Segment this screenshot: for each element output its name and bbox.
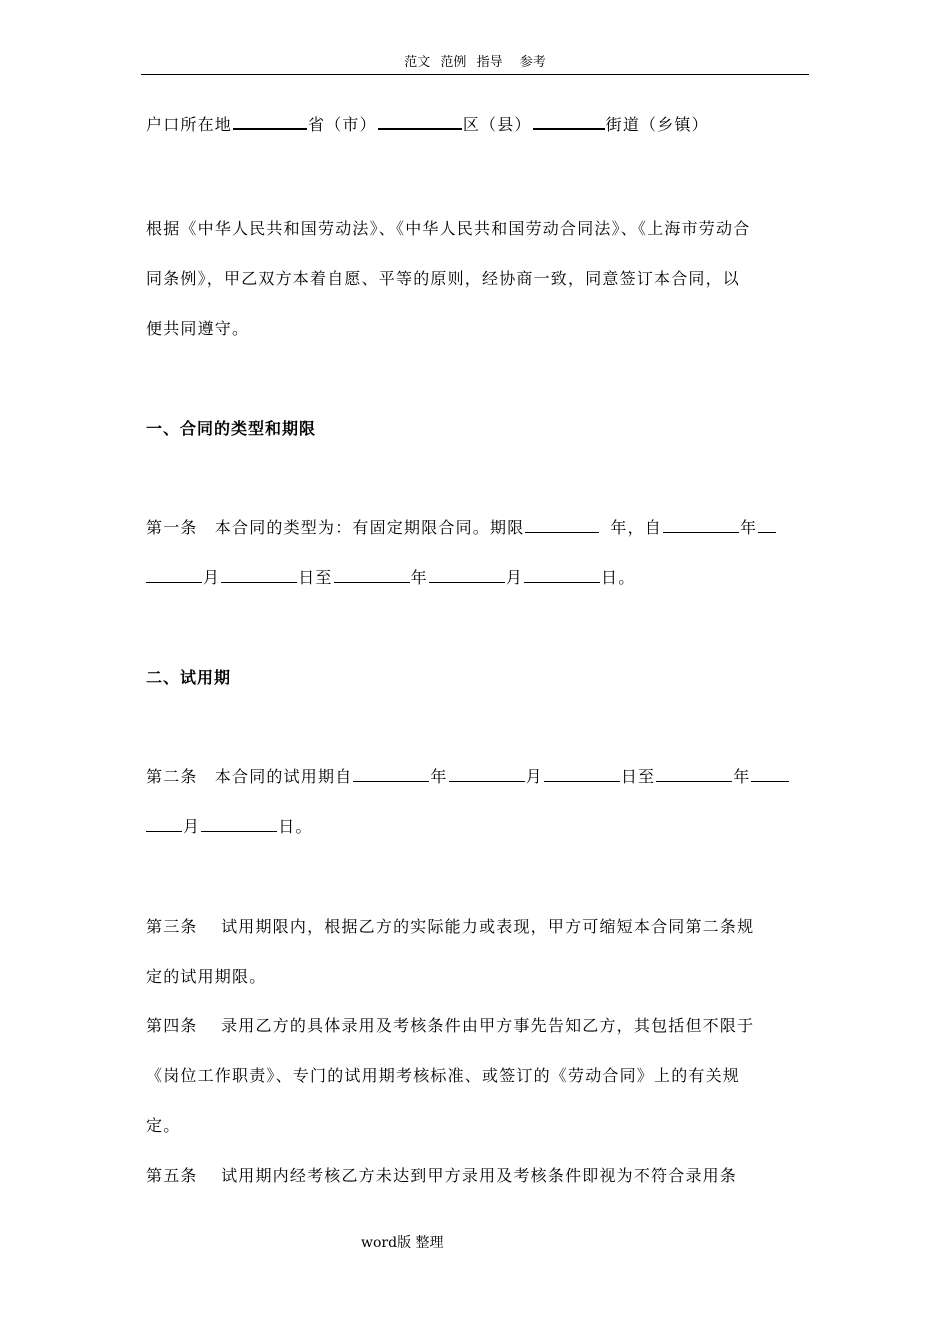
article-1-line (146, 567, 635, 589)
article-4-line: 第四条 录用乙方的具体录用及考核条件由甲方事先告知乙方，其包括但不限于 (146, 1016, 755, 1035)
fill-blank[interactable] (449, 780, 525, 782)
street-label: 街道（乡镇） (605, 115, 709, 134)
header-item: 参考 (519, 55, 546, 70)
section-title: 二、试用期 (146, 668, 232, 687)
day-to-label: 日至 (298, 568, 333, 587)
year-label: 年 (740, 518, 758, 537)
district-label: 区（县） (462, 115, 532, 134)
fill-blank[interactable] (233, 127, 307, 130)
year-label: 年 (430, 767, 448, 786)
intro-line: 同条例》，甲乙双方本着自愿、平等的原则，经协商一致，同意签订本合同，以 (146, 269, 741, 288)
fill-blank[interactable] (544, 780, 620, 782)
article-3-line: 第三条 试用期限内，根据乙方的实际能力或表现，甲方可缩短本合同第二条规 (146, 917, 755, 936)
page-header (141, 54, 809, 75)
month-label: 月 (525, 767, 543, 786)
fill-blank[interactable] (221, 581, 297, 583)
article-2-line (146, 816, 313, 838)
fill-blank[interactable] (758, 531, 776, 533)
end-label: 日。 (601, 568, 636, 587)
province-label: 省（市） (308, 115, 377, 134)
fill-blank[interactable] (663, 531, 739, 533)
page-footer: word版 整理 (361, 1235, 444, 1251)
year-label: 年 (410, 568, 428, 587)
fill-blank[interactable] (656, 780, 732, 782)
article-3-line: 定的试用期限。 (146, 967, 267, 986)
fill-blank[interactable] (525, 531, 599, 533)
from-label: ，自 (627, 518, 663, 537)
header-item: 范例 (440, 55, 467, 70)
year-label: 年 (610, 518, 628, 537)
article-1-line (146, 517, 777, 539)
article-1-text: 第一条 本合同的类型为：有固定期限合同。期限 (146, 518, 525, 537)
article-4-line: 定。 (146, 1116, 181, 1135)
address-line (146, 114, 709, 136)
month-label: 月 (505, 568, 524, 587)
header-item: 指导 (476, 55, 503, 70)
end-label: 日。 (278, 817, 313, 836)
year-label: 年 (733, 767, 751, 786)
fill-blank[interactable] (334, 581, 410, 583)
month-label: 月 (203, 568, 221, 587)
intro-line: 便共同遵守。 (146, 319, 250, 338)
fill-blank[interactable] (429, 581, 505, 583)
article-2-line (146, 766, 790, 788)
fill-blank[interactable] (751, 780, 789, 782)
month-label: 月 (183, 817, 201, 836)
intro-line: 根据《中华人民共和国劳动法》、《中华人民共和国劳动合同法》、《上海市劳动合 (146, 219, 751, 238)
header-item: 范文 (404, 55, 431, 70)
article-2-text: 第二条 本合同的试用期自 (146, 767, 353, 786)
fill-blank[interactable] (378, 127, 462, 130)
article-5-line: 第五条 试用期内经考核乙方未达到甲方录用及考核条件即视为不符合录用条 (146, 1166, 738, 1185)
fill-blank[interactable] (533, 127, 605, 130)
fill-blank[interactable] (146, 581, 202, 583)
article-4-line: 《岗位工作职责》、专门的试用期考核标准、或签订的《劳动合同》上的有关规 (146, 1066, 741, 1085)
fill-blank[interactable] (353, 780, 429, 782)
fill-blank[interactable] (524, 581, 600, 583)
fill-blank[interactable] (201, 830, 277, 832)
address-label: 户口所在地 (146, 115, 233, 134)
section-title: 一、合同的类型和期限 (146, 419, 317, 438)
day-to-label: 日至 (620, 767, 656, 786)
fill-blank[interactable] (146, 830, 182, 832)
